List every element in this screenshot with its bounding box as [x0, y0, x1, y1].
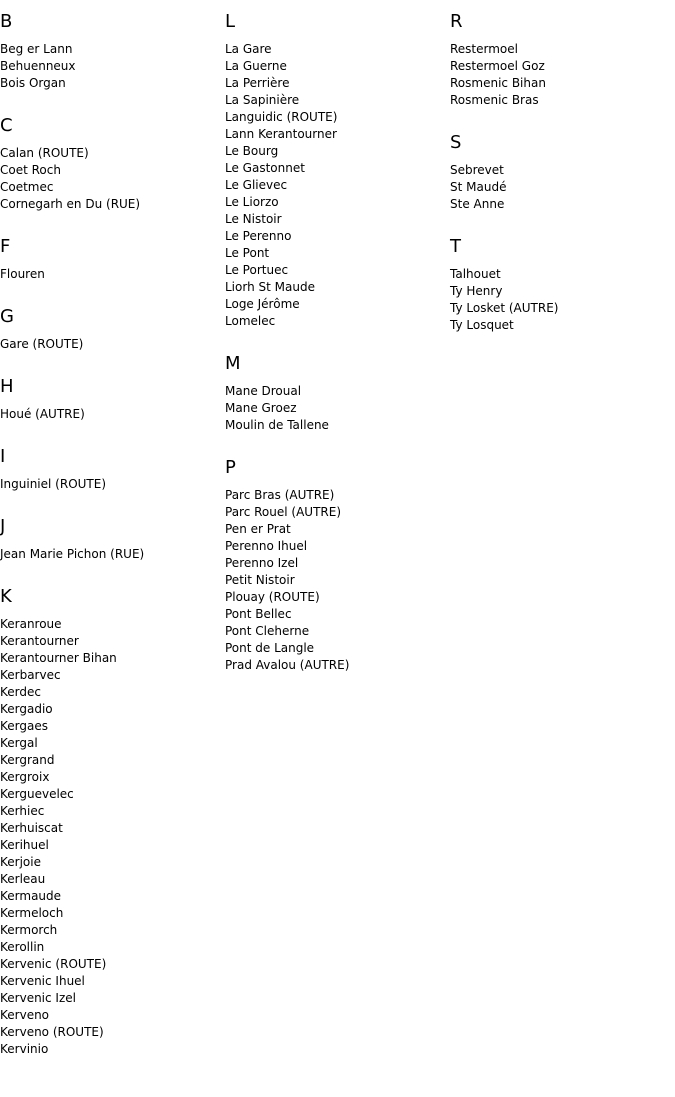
section-t: [450, 236, 670, 334]
section-l: [225, 11, 445, 330]
list-item[interactable]: Kergadio: [0, 702, 53, 716]
section-i: [0, 446, 220, 493]
section-r: [450, 11, 670, 109]
item-list: [0, 266, 220, 283]
list-item[interactable]: Rosmenic Bihan: [450, 76, 546, 90]
list-item[interactable]: Lomelec: [225, 314, 276, 328]
list-item[interactable]: Coetmec: [0, 180, 54, 194]
list-item[interactable]: Pont Bellec: [225, 607, 292, 621]
section-letter: C: [0, 115, 13, 136]
list-item[interactable]: Kergaes: [0, 719, 48, 733]
section-j: [0, 516, 220, 563]
item-list: [225, 383, 445, 434]
list-item[interactable]: Kermaude: [0, 889, 62, 903]
list-item[interactable]: Lann Kerantourner: [225, 127, 337, 141]
section-letter: I: [0, 446, 6, 467]
list-item[interactable]: Perenno Ihuel: [225, 539, 308, 553]
list-item[interactable]: Ste Anne: [450, 197, 505, 211]
list-item[interactable]: Flouren: [0, 267, 45, 281]
item-list: [450, 41, 670, 109]
section-letter: G: [0, 306, 14, 327]
section-s: [450, 132, 670, 213]
list-item[interactable]: Mane Groez: [225, 401, 297, 415]
list-item[interactable]: Houé (AUTRE): [0, 407, 85, 421]
list-item[interactable]: Petit Nistoir: [225, 573, 295, 587]
list-item[interactable]: Kermeloch: [0, 906, 64, 920]
section-letter: B: [0, 11, 13, 32]
column-3: [450, 0, 670, 357]
item-list: [0, 546, 220, 563]
list-item[interactable]: Parc Bras (AUTRE): [225, 488, 335, 502]
list-item[interactable]: Behuenneux: [0, 59, 76, 73]
list-item[interactable]: Pen er Prat: [225, 522, 291, 536]
list-item[interactable]: Kervenic Ihuel: [0, 974, 85, 988]
section-f: [0, 236, 220, 283]
list-item[interactable]: Kervenic Izel: [0, 991, 76, 1005]
list-item[interactable]: Languidic (ROUTE): [225, 110, 338, 124]
list-item[interactable]: Le Perenno: [225, 229, 292, 243]
list-item[interactable]: Le Nistoir: [225, 212, 282, 226]
list-item[interactable]: Kerantourner Bihan: [0, 651, 117, 665]
list-item[interactable]: Ty Losquet: [450, 318, 514, 332]
list-item[interactable]: Pont de Langle: [225, 641, 315, 655]
list-item[interactable]: Kermorch: [0, 923, 58, 937]
section-letter: L: [225, 11, 236, 32]
item-list: [0, 406, 220, 423]
list-item[interactable]: Restermoel: [450, 42, 518, 56]
list-item[interactable]: Bois Organ: [0, 76, 66, 90]
list-item[interactable]: Moulin de Tallene: [225, 418, 329, 432]
list-item[interactable]: Kerollin: [0, 940, 45, 954]
section-letter: J: [0, 516, 6, 537]
list-item[interactable]: Talhouet: [450, 267, 501, 281]
list-item[interactable]: St Maudé: [450, 180, 507, 194]
item-list: [225, 487, 445, 674]
list-item[interactable]: Keranroue: [0, 617, 62, 631]
section-letter: S: [450, 132, 462, 153]
item-list: [0, 616, 220, 1058]
list-item[interactable]: Sebrevet: [450, 163, 504, 177]
item-list: [225, 41, 445, 330]
section-p: [225, 457, 445, 674]
column-2: [225, 0, 445, 697]
list-item[interactable]: Kerdec: [0, 685, 41, 699]
list-item[interactable]: Beg er Lann: [0, 42, 73, 56]
list-item[interactable]: Restermoel Goz: [450, 59, 545, 73]
list-item[interactable]: Rosmenic Bras: [450, 93, 539, 107]
section-k: [0, 586, 220, 1058]
column-1: [0, 0, 220, 1081]
list-item[interactable]: Inguiniel (ROUTE): [0, 477, 107, 491]
list-item[interactable]: Kerveno (ROUTE): [0, 1025, 104, 1039]
list-item[interactable]: Le Liorzo: [225, 195, 279, 209]
list-item[interactable]: Calan (ROUTE): [0, 146, 89, 160]
list-item[interactable]: Kerantourner: [0, 634, 79, 648]
list-item[interactable]: Kerleau: [0, 872, 46, 886]
item-list: [0, 336, 220, 353]
section-letter: K: [0, 586, 12, 607]
list-item[interactable]: Le Portuec: [225, 263, 289, 277]
list-item[interactable]: La Guerne: [225, 59, 287, 73]
list-item[interactable]: Prad Avalou (AUTRE): [225, 658, 350, 672]
list-item[interactable]: Le Gastonnet: [225, 161, 305, 175]
list-item[interactable]: La Perrière: [225, 76, 290, 90]
section-letter: T: [450, 236, 461, 257]
list-item[interactable]: Le Glievec: [225, 178, 288, 192]
list-item[interactable]: Gare (ROUTE): [0, 337, 84, 351]
item-list: [0, 476, 220, 493]
section-letter: M: [225, 353, 241, 374]
list-item[interactable]: Kergrand: [0, 753, 55, 767]
list-item[interactable]: Le Bourg: [225, 144, 279, 158]
list-item[interactable]: Cornegarh en Du (RUE): [0, 197, 141, 211]
list-item[interactable]: Le Pont: [225, 246, 270, 260]
list-item[interactable]: Kerhuiscat: [0, 821, 63, 835]
section-letter: H: [0, 376, 14, 397]
list-item[interactable]: Perenno Izel: [225, 556, 299, 570]
list-item[interactable]: Ty Losket (AUTRE): [450, 301, 559, 315]
list-item[interactable]: Kerihuel: [0, 838, 49, 852]
list-item[interactable]: La Gare: [225, 42, 272, 56]
section-letter: R: [450, 11, 463, 32]
item-list: [0, 41, 220, 92]
list-item[interactable]: Kergal: [0, 736, 38, 750]
list-item[interactable]: Loge Jérôme: [225, 297, 300, 311]
list-item[interactable]: Liorh St Maude: [225, 280, 315, 294]
list-item[interactable]: Kergroix: [0, 770, 50, 784]
section-letter: P: [225, 457, 236, 478]
section-g: [0, 306, 220, 353]
section-h: [0, 376, 220, 423]
list-item[interactable]: Kervenic (ROUTE): [0, 957, 107, 971]
list-item[interactable]: Parc Rouel (AUTRE): [225, 505, 342, 519]
list-item[interactable]: Pont Cleherne: [225, 624, 310, 638]
list-item[interactable]: Kerbarvec: [0, 668, 61, 682]
list-item[interactable]: Jean Marie Pichon (RUE): [0, 547, 145, 561]
item-list: [450, 266, 670, 334]
list-item[interactable]: Coet Roch: [0, 163, 61, 177]
section-letter: F: [0, 236, 11, 257]
section-b: [0, 11, 220, 92]
list-item[interactable]: Mane Droual: [225, 384, 302, 398]
list-item[interactable]: Kervinio: [0, 1042, 49, 1056]
list-item[interactable]: Plouay (ROUTE): [225, 590, 320, 604]
list-item[interactable]: Kerguevelec: [0, 787, 74, 801]
section-c: [0, 115, 220, 213]
item-list: [0, 145, 220, 213]
list-item[interactable]: Kerhiec: [0, 804, 45, 818]
list-item[interactable]: Kerveno: [0, 1008, 50, 1022]
list-item[interactable]: Kerjoie: [0, 855, 41, 869]
list-item[interactable]: Ty Henry: [450, 284, 503, 298]
item-list: [450, 162, 670, 213]
section-m: [225, 353, 445, 434]
list-item[interactable]: La Sapinière: [225, 93, 300, 107]
